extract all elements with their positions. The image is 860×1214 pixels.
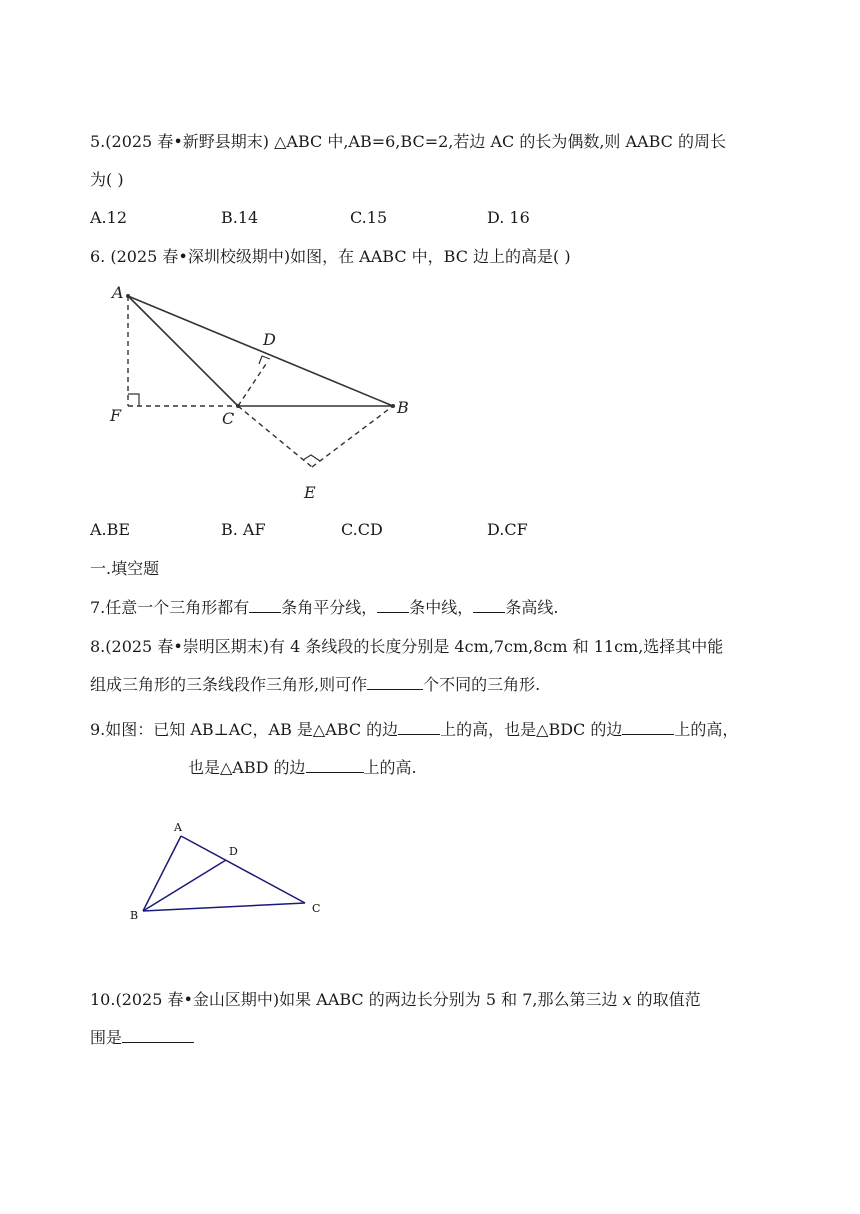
q9-part3: 上的高， [674,720,739,739]
q5-option-b: B.14 [221,208,259,227]
q6-option-a: A.BE [90,520,131,539]
q6-segment-eb [312,406,393,467]
q6-segment-ce [238,406,312,467]
q9-label-b: B [130,909,139,922]
q9-part4: 也是△ABD 的边 [188,758,306,777]
q6-segment-cd [238,361,268,406]
q7-blank-3[interactable] [473,598,505,613]
q7-part3: 条中线， [409,598,474,617]
q5-option-d: D. 16 [487,208,530,227]
q5-text-line1: 5.(2025 春•新野县期末) △ABC 中,AB=6,BC=2,若边 AC 的长为偶数,则 AABC 的周长 [90,132,726,151]
q8-part2: 个不同的三角形. [423,675,541,694]
q9-segment-bc [143,903,305,911]
q7-blank-2[interactable] [377,598,409,613]
q9-part1: 9.如图：已知 AB⊥AC，AB 是△ABC 的边 [90,720,399,739]
q7-part2: 条角平分线， [281,598,378,617]
q8-part1: 组成三角形的三条线段作三角形,则可作 [90,675,368,694]
q9-text-line2 [188,758,417,778]
q6-label-d: D [263,330,276,349]
q6-label-a: A [112,283,124,302]
q6-triangle-figure [100,278,420,508]
q9-label-d: D [229,845,238,858]
q9-label-c: C [312,902,321,915]
q10-blank[interactable] [122,1028,194,1043]
q6-segment-ac [128,296,238,406]
q6-option-b: B. AF [221,520,266,539]
q6-label-e: E [304,483,316,502]
q6-option-d: D.CF [487,520,528,539]
q9-segment-ac [181,836,305,903]
q7-part4: 条高线. [505,598,559,617]
q6-label-c: C [222,409,235,428]
q7-text [90,598,558,618]
q7-blank-1[interactable] [249,598,281,613]
q6-segment-ab [128,296,393,406]
q9-blank-2[interactable] [622,720,674,735]
q10-text-line1 [90,990,701,1010]
q9-text-line1 [90,720,738,740]
q6-label-b: B [397,398,409,417]
q9-blank-1[interactable] [398,720,440,735]
q5-option-a: A.12 [90,208,127,227]
q6-right-angle-e [303,455,320,461]
q8-blank[interactable] [367,675,423,690]
q9-part2: 上的高，也是△BDC 的边 [440,720,623,739]
q8-text-line2 [90,675,540,695]
q6-right-angle-d [259,356,270,364]
q9-part5: 上的高. [363,758,417,777]
q9-triangle-figure [120,815,330,925]
q6-right-angle-f [128,394,139,406]
q5-text-line2: 为( ) [90,170,124,189]
q10-text-line2 [90,1028,194,1048]
q9-blank-3[interactable] [306,758,364,773]
q6-text: 6. (2025 春•深圳校级期中)如图，在 AABC 中，BC 边上的高是( ) [90,247,571,266]
q10-part2: 的取值范 [631,990,701,1009]
q8-text-line1: 8.(2025 春•崇明区期末)有 4 条线段的长度分别是 4cm,7cm,8cm 和 11cm,选择其中能 [90,637,724,656]
section-heading: 一.填空题 [90,559,160,578]
q9-label-a: A [174,821,182,834]
q5-option-c: C.15 [350,208,388,227]
q7-part1: 7.任意一个三角形都有 [90,598,250,617]
q6-label-f: F [110,406,122,425]
q10-part1: 10.(2025 春•金山区期中)如果 AABC 的两边长分别为 5 和 7,那么第三边 [90,990,623,1009]
q10-variable: x [622,990,632,1009]
q10-part3: 围是 [90,1028,123,1047]
q6-option-c: C.CD [341,520,383,539]
